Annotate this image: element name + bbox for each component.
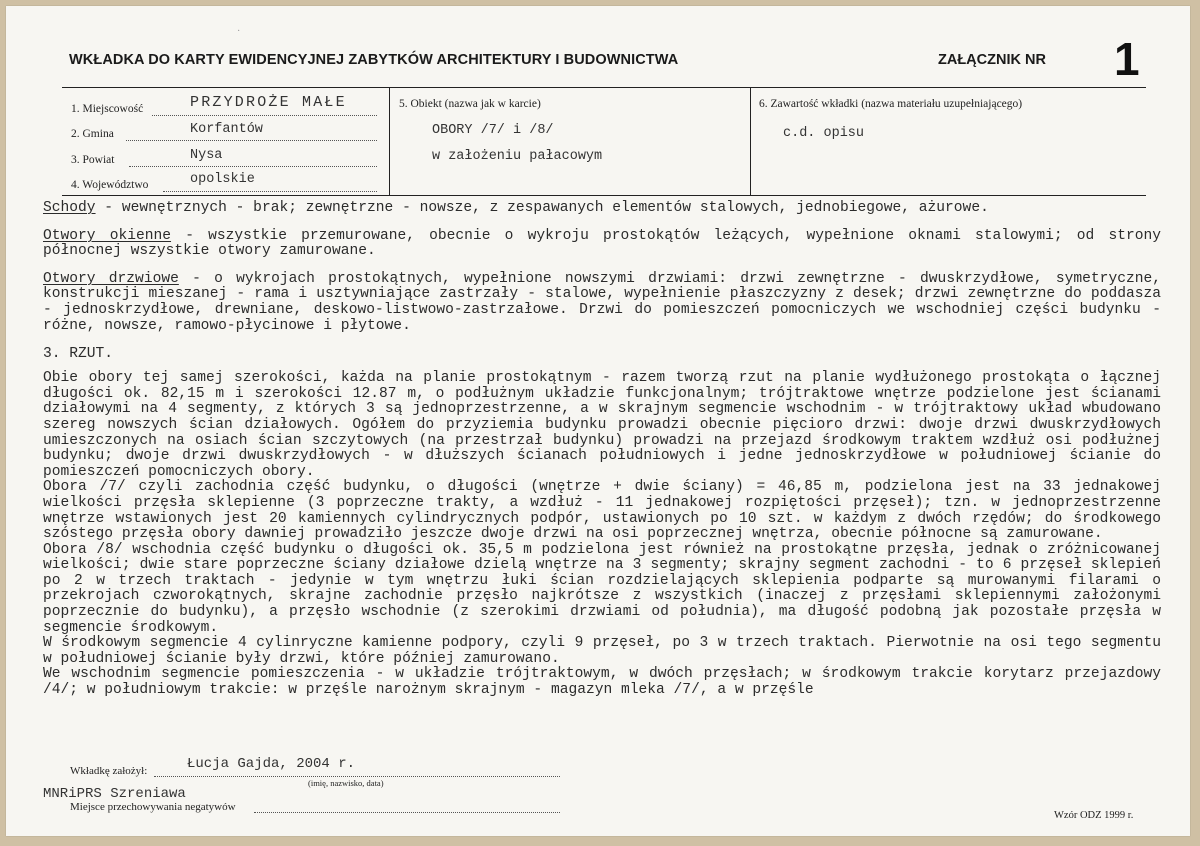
section-heading: Otwory drzwiowe (43, 270, 179, 287)
field-label: 1. Miejscowość (71, 103, 144, 115)
field-value: opolskie (190, 172, 255, 187)
annex-label: ZAŁĄCZNIK NR (938, 52, 1046, 68)
form-title: WKŁADKA DO KARTY EWIDENCYJNEJ ZABYTKÓW ARCHITEKTURY I BUDOWNICTWA (69, 52, 679, 68)
author-label: Wkładkę założył: (70, 765, 148, 777)
paragraph-text: - o wykrojach prostokątnych, wypełnione nowszymi drzwiami: drzwi zewnętrzne - dwuskrzydłowe, symetryczne, konstrukcji mieszanej - rama i usztywniające zastrzały - stalowe, wypełnienie płaszczyzny z desek; drzwi zewnętrzne do poddasza - jednoskrzydłowe, drewniane, deskowo-listwowo-zastrzałowe. Drzwi do pomieszczeń pomocniczych we wschodniej części budynku - różne, nowsze, ramowo-płycinowe i płytowe. (43, 270, 1161, 334)
paragraph-rzut-5: We wschodnim segmencie pomieszczenia - w układzie trójtraktowym, w dwóch przęsłach; w środkowym trakcie korytarz przejazdowy /4/; w południowym trakcie: w przęśle narożnym skrajnym - magazyn mleka /7/, a w przęśle (43, 666, 1161, 699)
header-fields-grid (62, 87, 1146, 196)
document-card (6, 6, 1190, 836)
paragraph-text: - wszystkie przemurowane, obecnie o wykroju prostokątów leżących, wypełnione oknami stalowymi; od strony północnej wszystkie otwory zamurowane. (43, 227, 1161, 260)
section-heading: Schody (43, 200, 96, 216)
field-label: 3. Powiat (71, 154, 115, 166)
section-heading-rzut: 3. RZUT. (43, 346, 114, 363)
field-label: 5. Obiekt (nazwa jak w karcie) (399, 98, 541, 110)
storage-dotted-line (254, 811, 560, 813)
paragraph-rzut-1: Obie obory tej samej szerokości, każda na planie prostokątnym - razem tworzą rzut na planie wydłużonego prostokąta o łącznej długości ok. 82,15 m i szerokości 12.87 m, o podłużnym układzie funkcjonalnym; trójtraktowe wnętrze podzielone jest ścianami działowymi na 4 segmenty, z których 3 są jednoprzestrzenne, a w skrajnym segmencie wschodnim - w trójtraktowy układ wbudowano szereg nowszych ścian działowych. Ogółem do przyziemia budynku prowadzi obecnie pięcioro drzwi: dwoje drzwi dwuskrzydłowych umieszczonych na osiach ścian szczytowych (na przestrzał budynku) prowadzi na przejazd środkowym traktem wzdłuż osi podłużnej budynku; dwoje drzwi dwuskrzydłowych - w dłuższych ścianach południowych i jedne jednoskrzydłowe w południowej ścianie do pomieszczeń pomocniczych obory. (43, 370, 1161, 480)
column-divider (389, 88, 390, 195)
field-dotted-line (129, 165, 377, 167)
annex-number: 1 (1114, 33, 1140, 85)
field-label: 2. Gmina (71, 128, 114, 140)
author-hint: (imię, nazwisko, data) (308, 778, 384, 788)
storage-value: MNRiPRS Szreniawa (43, 786, 186, 802)
field-value: PRZYDROŻE MAŁE (190, 94, 347, 111)
author-dotted-line (154, 775, 560, 777)
description-body (43, 201, 1161, 699)
field-dotted-line (126, 139, 377, 141)
paragraph-rzut-3: Obora /8/ wschodnia część budynku o długości ok. 35,5 m podzielona jest również na prostokątne przęsła, jednak o zróżnicowanej wielkości; dwie stare poprzeczne ściany działowe dzielą wnętrze na 3 segmenty; skrajny segment zachodni - to 6 przęseł sklepień po 2 w trzech traktach - jedynie w tym wnętrzu łuki ścian rozdzielających sklepienia podparte są murowanymi filarami o przekrojach czworokątnych, skrajne zachodnie przęsło najkrótsze z wszystkich (inaczej z przęsłami sklepiennymi założonymi poprzecznie do budynku), a przęsło wschodnie (z szerokimi drzwiami od południa), ma długość podobną jak pozostałe przęsła w segmencie środkowym. (43, 541, 1161, 636)
field-value: c.d. opisu (783, 126, 865, 141)
section-heading: Otwory okienne (43, 227, 172, 244)
paragraph-otwory-okienne (43, 229, 1161, 260)
paragraph-text: - wewnętrznych - brak; zewnętrzne - nowsze, z zespawanych elementów stalowych, jednobiegowe, ażurowe. (95, 200, 989, 216)
column-divider (750, 88, 751, 195)
field-dotted-line (152, 114, 377, 116)
paragraph-rzut-4: W środkowym segmencie 4 cylinryczne kamienne podpory, czyli 9 przęseł, po 3 w trzech traktach. Pierwotnie na osi tego segmentu w południowej ścianie były drzwi, które później zamurowano. (43, 635, 1161, 667)
field-value-line-1: OBORY /7/ i /8/ (432, 123, 554, 138)
field-value-line-2: w założeniu pałacowym (432, 149, 603, 164)
paragraph-rzut-2: Obora /7/ czyli zachodnia część budynku, o długości (wnętrze + dwie ściany) = 46,85 m, podzielona jest na 33 jednakowej wielkości przęsła sklepienne (3 poprzeczne trakty, a wzdłuż - 11 jednakowej rozpiętości przęseł); tzn. w jednoprzestrzenne wnętrze wstawionych jest 20 kamiennych cylindrycznych podpór, ustawionych po 10 szt. w każdym z dwóch rzędów; do środkowego szóstego przęsła obory dawniej prowadziło jeszcze dwoje drzwi na osi poprzecznej wnętrza, obecnie północne są zamurowane. (43, 479, 1161, 543)
field-value: Nysa (190, 148, 223, 163)
field-dotted-line (163, 190, 377, 192)
form-version: Wzór ODZ 1999 r. (1054, 810, 1134, 821)
storage-label: Miejsce przechowywania negatywów (70, 801, 236, 813)
field-label: 6. Zawartość wkładki (nazwa materiału uzupełniającego) (759, 98, 1023, 110)
stray-mark: · (237, 26, 241, 37)
field-value: Korfantów (190, 122, 263, 137)
author-value: Łucja Gajda, 2004 r. (187, 756, 356, 772)
paragraph-otwory-drzwiowe (43, 272, 1161, 334)
paragraph-schody (43, 201, 1161, 217)
field-label: 4. Województwo (71, 179, 149, 191)
